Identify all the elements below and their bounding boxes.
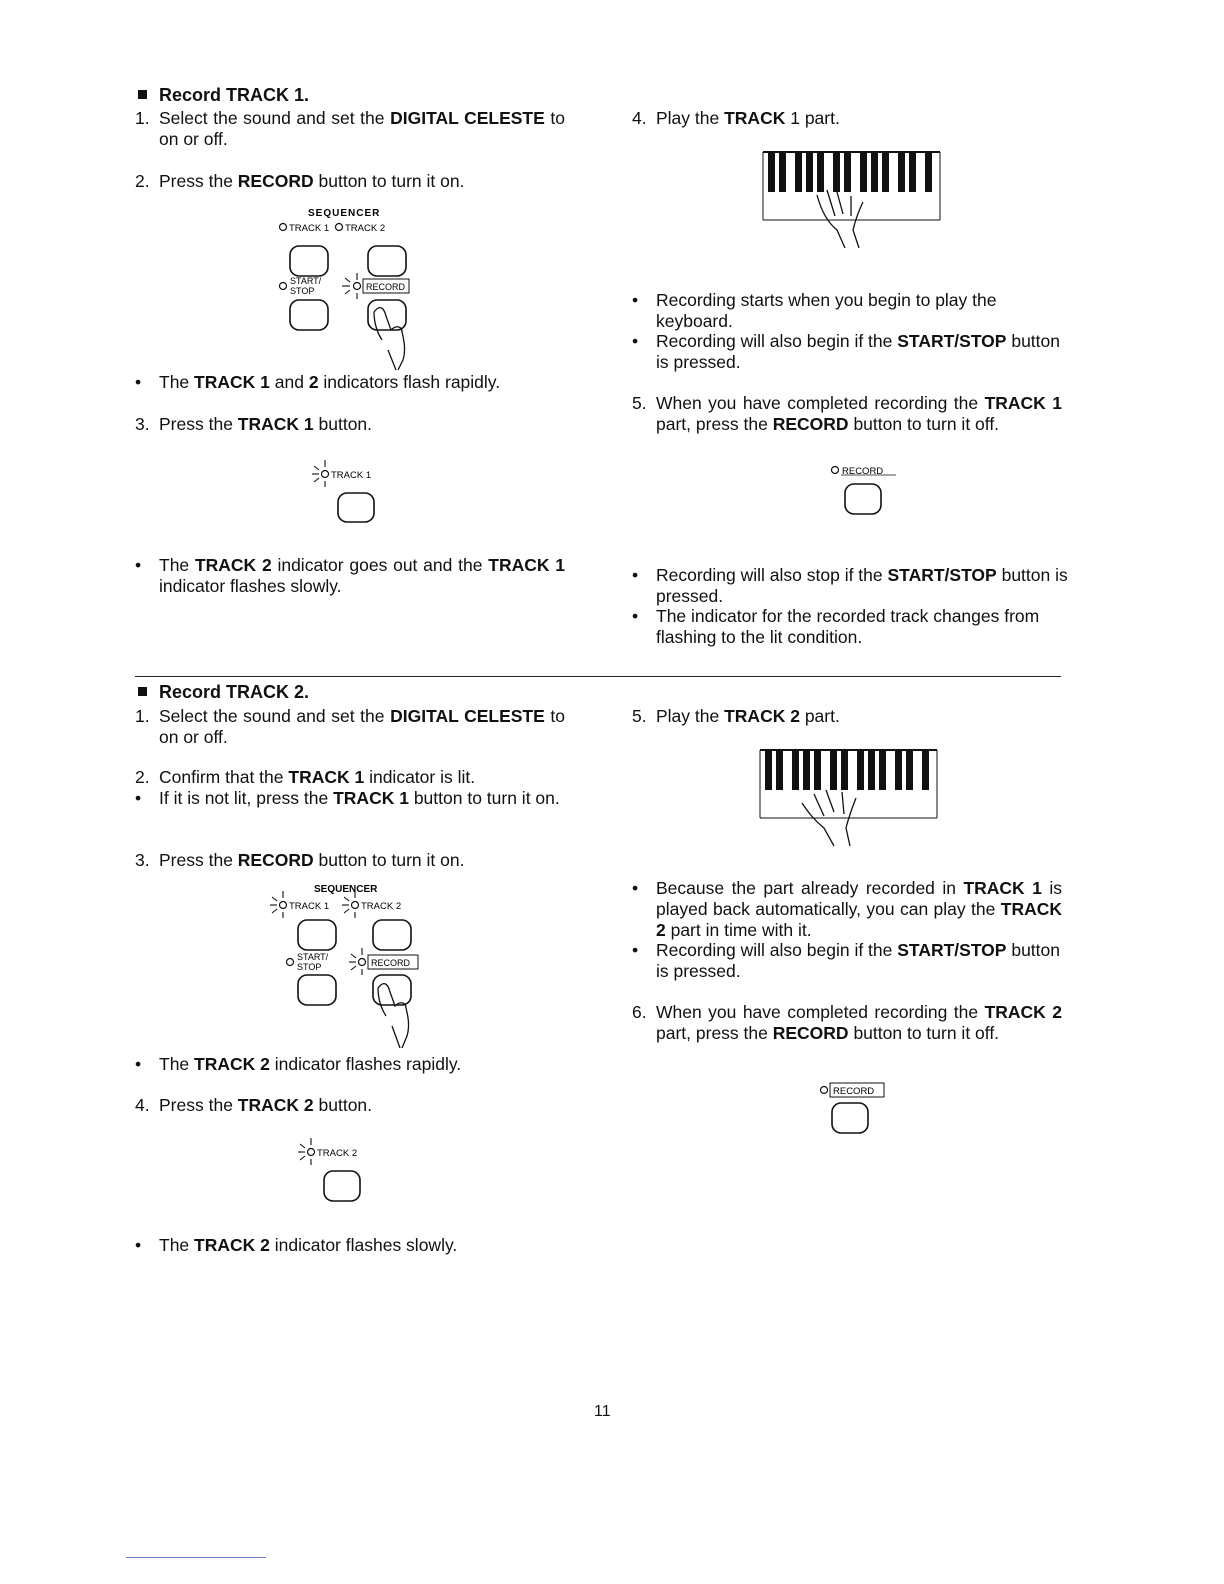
sequencer-panel-figure bbox=[268, 878, 438, 1053]
pointing-hand-icon bbox=[374, 308, 405, 370]
black-keys bbox=[768, 152, 932, 192]
s2-left-bullet3: • The TRACK 2 indicator flashes slowly. bbox=[135, 1235, 458, 1255]
section1-heading: Record TRACK 1. bbox=[138, 85, 309, 106]
track2-button[interactable] bbox=[324, 1171, 360, 1201]
record-button-figure bbox=[828, 460, 908, 522]
startstop-button[interactable] bbox=[290, 300, 328, 330]
s1-step5: 5. When you have completed recording the TRACK 1 part, press the RECORD button to turn it off. bbox=[632, 393, 1062, 434]
s1-step2: 2. Press the RECORD button to turn it on. bbox=[135, 171, 465, 191]
track1-label: TRACK 1 bbox=[331, 470, 372, 481]
s1-right-bullet4: • The indicator for the recorded track changes from flashing to the lit condition. bbox=[632, 606, 1040, 647]
track1-led-icon bbox=[280, 224, 287, 231]
record-button[interactable] bbox=[832, 1103, 868, 1133]
s2-step6: 6. When you have completed recording the TRACK 2 part, press the RECORD button to turn it off. bbox=[632, 1002, 1062, 1043]
track1-button[interactable] bbox=[338, 493, 374, 522]
startstop-button[interactable] bbox=[298, 975, 336, 1005]
playing-hand-icon bbox=[817, 190, 863, 248]
s1-right-bullet2: • Recording will also begin if the START/STOP button is pressed. bbox=[632, 331, 1061, 372]
sequencer-title: SEQUENCER bbox=[314, 884, 378, 895]
flash-rays-icon bbox=[349, 948, 362, 975]
s2-left-bullet1: • If it is not lit, press the TRACK 1 button to turn it on. bbox=[135, 788, 560, 808]
track2-button[interactable] bbox=[373, 920, 411, 950]
black-keys bbox=[765, 750, 929, 790]
s2-right-bullet2: • Recording will also begin if the START/STOP button is pressed. bbox=[632, 940, 1061, 981]
keyboard-hand-figure bbox=[755, 150, 945, 255]
section2-heading: Record TRACK 2. bbox=[138, 682, 309, 703]
scan-artifact-line bbox=[126, 1557, 266, 1558]
track1-button[interactable] bbox=[290, 246, 328, 276]
track1-led-icon bbox=[280, 902, 287, 909]
flash-rays-icon bbox=[298, 1138, 311, 1165]
startstop-label: START/ bbox=[290, 276, 322, 286]
track1-button-figure bbox=[310, 455, 400, 525]
keyboard-hand-figure bbox=[752, 748, 942, 853]
s2-step2: 2. Confirm that the TRACK 1 indicator is lit. bbox=[135, 767, 476, 787]
page-number: 11 bbox=[594, 1403, 611, 1420]
s2-right-bullet1: • Because the part already recorded in TRACK 1 is played back automatically, you can play the TRACK 2 part in time with it. bbox=[632, 878, 1063, 940]
record-led-icon bbox=[359, 959, 366, 966]
track1-button[interactable] bbox=[298, 920, 336, 950]
track1-label: TRACK 1 bbox=[289, 901, 330, 912]
flash-rays-icon bbox=[342, 273, 357, 299]
track2-label: TRACK 2 bbox=[345, 223, 386, 234]
s1-left-bullet2: • The TRACK 2 indicator goes out and the TRACK 1 indicator flashes slowly. bbox=[135, 555, 565, 596]
sequencer-panel-figure bbox=[270, 200, 440, 375]
track1-label: TRACK 1 bbox=[289, 223, 330, 234]
startstop-label: START/ bbox=[297, 952, 329, 962]
startstop-led-icon bbox=[280, 283, 287, 290]
flash-rays-icon bbox=[312, 460, 325, 487]
track2-led-icon bbox=[336, 224, 343, 231]
s2-left-bullet2: • The TRACK 2 indicator flashes rapidly. bbox=[135, 1054, 462, 1074]
record-led-icon bbox=[832, 467, 839, 474]
s2-step5: 5. Play the TRACK 2 part. bbox=[632, 706, 840, 726]
svg-text:STOP: STOP bbox=[290, 286, 315, 296]
record-led-icon bbox=[821, 1087, 828, 1094]
svg-text:STOP: STOP bbox=[297, 962, 322, 972]
record-label: RECORD bbox=[842, 466, 884, 477]
startstop-led-icon bbox=[287, 959, 294, 966]
s2-step3: 3. Press the RECORD button to turn it on. bbox=[135, 850, 465, 870]
track1-led-icon bbox=[322, 471, 329, 478]
record-button-figure bbox=[815, 1078, 895, 1140]
track2-led-icon bbox=[308, 1149, 315, 1156]
record-led-icon bbox=[354, 283, 361, 290]
track2-button[interactable] bbox=[368, 246, 406, 276]
s2-step4: 4. Press the TRACK 2 button. bbox=[135, 1095, 373, 1115]
s1-step4: 4. Play the TRACK 1 part. bbox=[632, 108, 840, 128]
track2-label: TRACK 2 bbox=[361, 901, 402, 912]
pointing-hand-icon bbox=[378, 984, 409, 1048]
record-label: RECORD bbox=[371, 958, 411, 968]
record-label: RECORD bbox=[366, 282, 406, 292]
track2-label: TRACK 2 bbox=[317, 1148, 358, 1159]
track2-led-icon bbox=[352, 902, 359, 909]
sequencer-title: SEQUENCER bbox=[308, 208, 381, 219]
record-label: RECORD bbox=[833, 1086, 875, 1097]
s1-right-bullet3: • Recording will also stop if the START/STOP button is pressed. bbox=[632, 565, 1068, 606]
section-divider bbox=[135, 676, 1061, 677]
square-bullet-icon bbox=[138, 687, 147, 696]
square-bullet-icon bbox=[138, 90, 147, 99]
track2-button-figure bbox=[296, 1135, 396, 1207]
s1-step1: 1. Select the sound and set the DIGITAL CELESTE to on or off. bbox=[135, 108, 565, 149]
s1-right-bullet1: • Recording starts when you begin to play the keyboard. bbox=[632, 290, 997, 331]
record-button[interactable] bbox=[845, 484, 881, 514]
s2-step1: 1. Select the sound and set the DIGITAL CELESTE to on or off. bbox=[135, 706, 565, 747]
s1-step3: 3. Press the TRACK 1 button. bbox=[135, 414, 373, 434]
s1-left-bullet1: • The TRACK 1 and 2 indicators flash rapidly. bbox=[135, 372, 501, 392]
